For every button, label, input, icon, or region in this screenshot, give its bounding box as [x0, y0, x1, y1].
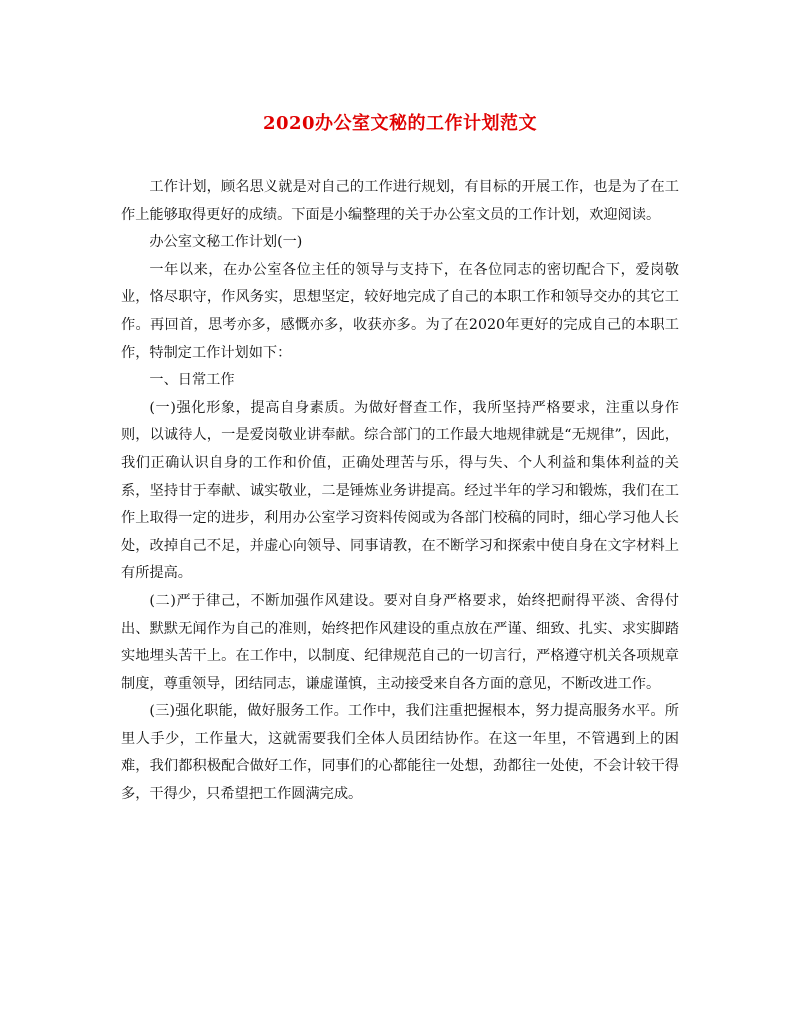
item-two-paragraph: (二)严于律己，不断加强作风建设。要对自身严格要求，始终把耐得平淡、舍得付出、默默无闻作为自己的准则，始终把作风建设的重点放在严谨、细致、扎实、求实脚踏实地埋头苦干上。在工作中，以制度、纪律规范自己的一切言行，严格遵守机关各项规章制度，尊重领导，团结同志，谦虚谨慎，主动接受来自各方面的意见，不断改进工作。 — [121, 592, 679, 692]
section-heading-plan-one: 办公室文秘工作计划(一) — [149, 234, 303, 251]
document-body — [121, 174, 679, 809]
document-title: 2020办公室文秘的工作计划范文 — [262, 113, 538, 134]
section-heading-daily-work: 一、日常工作 — [149, 372, 235, 389]
item-three-paragraph: (三)强化职能，做好服务工作。工作中，我们注重把握根本，努力提高服务水平。所里人手少，工作量大，这就需要我们全体人员团结协作。在这一年里，不管遇到上的困难，我们都积极配合做好工作，同事们的心都能往一处想，劲都往一处使，不会计较干得多，干得少，只希望把工作圆满完成。 — [121, 703, 679, 803]
intro-paragraph: 工作计划，顾名思义就是对自己的工作进行规划，有目标的开展工作，也是为了在工作上能够取得更好的成绩。下面是小编整理的关于办公室文员的工作计划，欢迎阅读。 — [121, 179, 679, 223]
item-one-paragraph: (一)强化形象，提高自身素质。为做好督查工作，我所坚持严格要求，注重以身作则，以诚待人，一是爱岗敬业讲奉献。综合部门的工作最大地规律就是“无规律”，因此，我们正确认识自身的工作和价值，正确处理苦与乐，得与失、个人利益和集体利益的关系，坚持甘于奉献、诚实敬业，二是锤炼业务讲提高。经过半年的学习和锻炼，我们在工作上取得一定的进步，利用办公室学习资料传阅或为各部门校稿的同时，细心学习他人长处，改掉自己不足，并虚心向领导、同事请教，在不断学习和探索中使自身在文字材料上有所提高。 — [121, 399, 679, 582]
overview-paragraph: 一年以来，在办公室各位主任的领导与支持下，在各位同志的密切配合下，爱岗敬业，恪尽职守，作风务实，思想坚定，较好地完成了自己的本职工作和领导交办的其它工作。再回首，思考亦多，感慨亦多，收获亦多。为了在2020年更好的完成自己的本职工作，特制定工作计划如下： — [121, 261, 679, 361]
